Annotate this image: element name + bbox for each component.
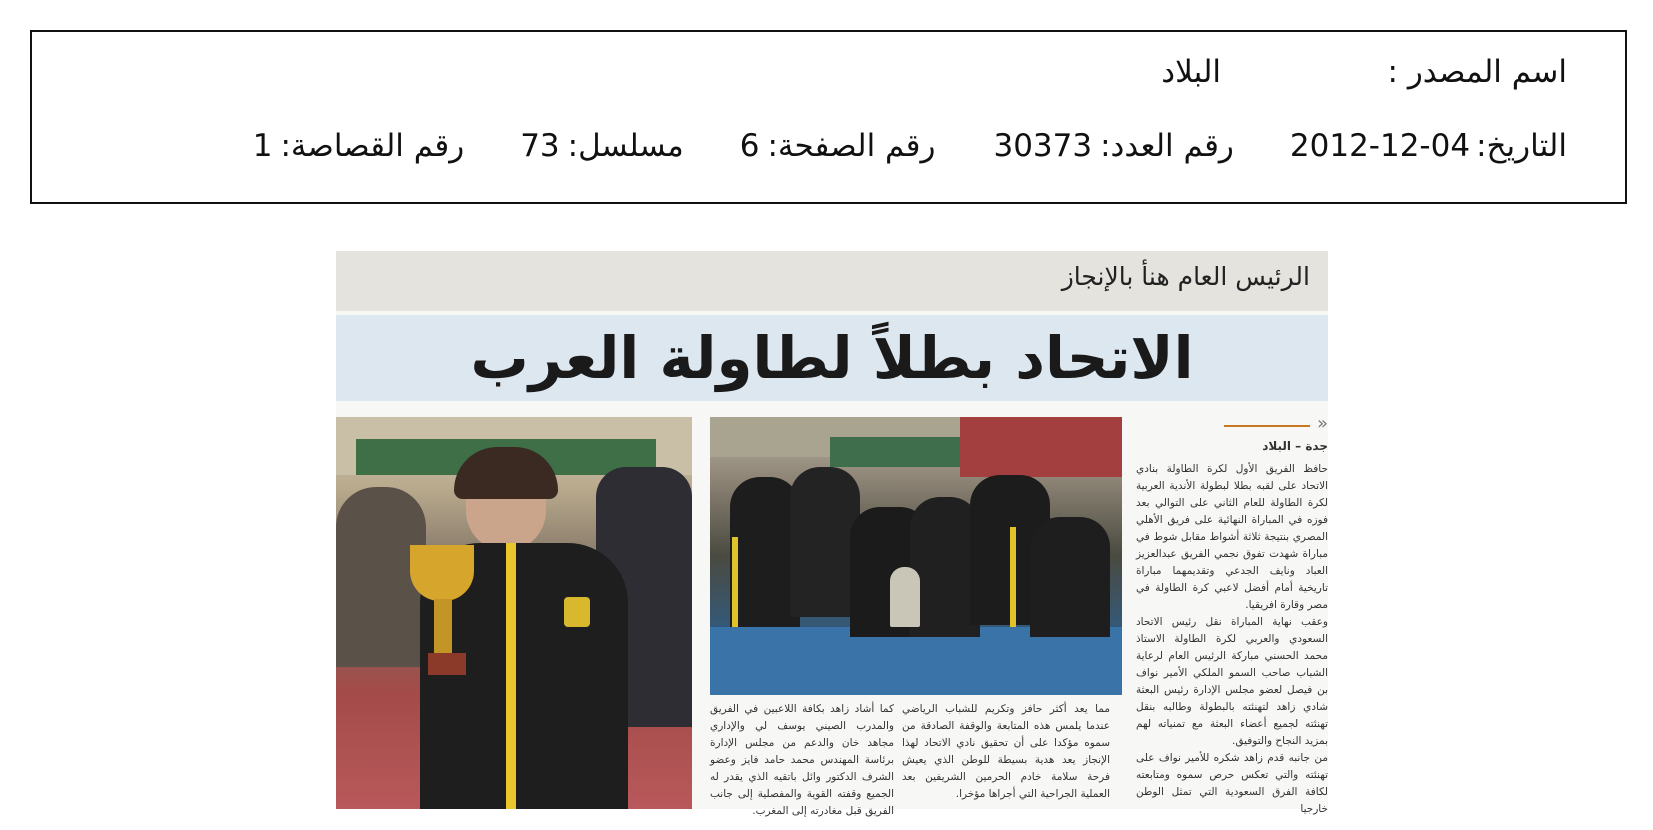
- man-kissing-trophy-photo: [336, 417, 692, 809]
- accent-line: [1224, 425, 1310, 427]
- paragraph: وعقب نهاية المباراة نقل رئيس الاتحاد السعودي والعربي لكرة الطاولة الاستاذ محمد الحسني مباركة الرئيس العام لرعاية الشباب صاحب السمو الملكي الأمير نواف بن فيصل لعضو مجلس الإدارة رئيس البعثة شادي زاهد لتهنئته بالبطولة وطالبه بنقل تهنئته لجميع أعضاء البعثة مع تمنياته لهم بمزيد النجاح والتوفيق.: [1136, 616, 1328, 747]
- source-value: البلاد: [1161, 54, 1221, 90]
- details-row: [253, 128, 1567, 164]
- kicker-text: الرئيس العام هنأ بالإنجاز: [1061, 262, 1310, 291]
- quote-mark-icon: «: [1316, 413, 1328, 434]
- kicker-bar: [336, 251, 1328, 311]
- source-row: [1161, 54, 1567, 90]
- paragraph: من جانبه قدم زاهد شكره للأمير نواف على تهنئته والتي تعكس حرص سموه ومتابعته لكافة الفرق السعودية التي تمثل الوطن خارجيا: [1136, 752, 1328, 815]
- date-label: التاريخ:: [1476, 128, 1567, 164]
- issue-label: رقم العدد:: [1100, 128, 1234, 164]
- article-third-column: كما أشاد زاهد بكافة اللاعبين في الفريق والمدرب الصيني يوسف لي والإداري مجاهد خان والدعم من مجلس الإدارة برئاسة المهندس محمد حامد فايز وعضو الشرف الدكتور وائل باتقيه الذي يقدر له الجميع وقفته القوية والمفصلية إلى جانب الفريق قبل مغادرته إلى المغرب.: [710, 703, 894, 817]
- clipping-metadata-box: [30, 30, 1627, 204]
- clip-value: 1: [252, 128, 273, 164]
- clip-label: رقم القصاصة:: [280, 128, 465, 164]
- headline-text: الاتحاد بطلاً لطاولة العرب: [470, 324, 1194, 392]
- page-value: 6: [739, 128, 760, 164]
- article-second-column: مما يعد أكثر حافز وتكريم للشباب الرياضي عندما يلمس هذه المتابعة والوقفة الصادقة من سموه مؤكدا على أن تحقيق نادي الاتحاد لهذا الإنجاز يعد هدية بسيطة للوطن الذي يعيش فرحة سلامة خادم الحرمين الشريفين بعد العملية الجراحية التي أجراها مؤخرا.: [902, 703, 1110, 800]
- date-value: 2012-12-04: [1289, 128, 1471, 164]
- article-first-column: [1136, 413, 1328, 815]
- page-label: رقم الصفحة:: [767, 128, 936, 164]
- serial-value: 73: [520, 128, 560, 164]
- source-label: اسم المصدر :: [1387, 54, 1567, 90]
- headline-bar: [336, 315, 1328, 401]
- paragraph: حافظ الفريق الأول لكرة الطاولة بنادي الاتحاد على لقبه بطلا لبطولة الأندية العربية لكرة الطاولة للعام الثاني على التوالي بعد فوزه في المباراة النهائية على فريق الأهلي المصري بنتيجة ثلاثة أشواط مقابل شوط في مباراة شهدت تفوق نجمي الفريق عبدالعزيز العباد ونايف الجدعي وتقديمهما مباراة تاريخية أمام أفضل لاعبي كرة الطاولة في مصر وقارة افريقيا.: [1136, 463, 1328, 611]
- dateline: جدة – البلاد: [1262, 439, 1328, 453]
- serial-label: مسلسل:: [567, 128, 684, 164]
- newspaper-clipping: [336, 251, 1328, 817]
- article-body: [1136, 461, 1328, 818]
- team-celebration-photo: [710, 417, 1122, 695]
- issue-value: 30373: [993, 128, 1093, 164]
